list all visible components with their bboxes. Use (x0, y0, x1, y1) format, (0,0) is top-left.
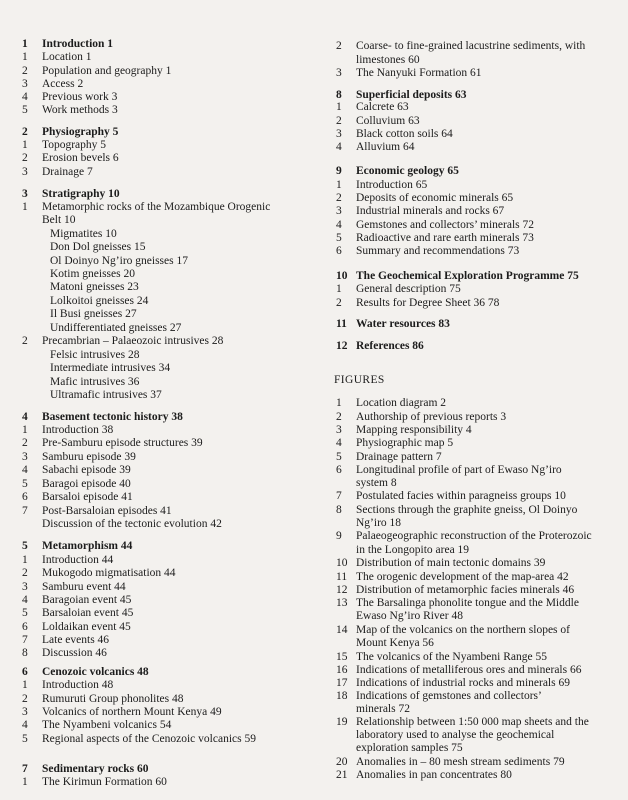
toc-entry-number: 21 (336, 769, 348, 781)
toc-entry-text: Discussion 46 (42, 647, 107, 659)
toc-entry-number: 6 (336, 464, 342, 476)
toc-entry-text: Il Busi gneisses 27 (50, 308, 137, 320)
toc-entry-number: 2 (336, 115, 342, 127)
toc-entry-number: 1 (336, 283, 342, 295)
toc-entry-text: Pre-Samburu episode structures 39 (42, 437, 203, 449)
toc-entry-text: Volcanics of northern Mount Kenya 49 (42, 706, 222, 718)
toc-entry-text: Coarse- to fine-grained lacustrine sediments, with (356, 40, 586, 52)
toc-entry-number: 1 (336, 397, 342, 409)
toc-entry-number: 1 (22, 554, 28, 566)
toc-entry-number: 3 (22, 451, 28, 463)
toc-entry-number: 4 (22, 719, 28, 731)
toc-entry-text: The Nanyuki Formation 61 (356, 67, 482, 79)
toc-entry-number: 13 (336, 597, 348, 609)
toc-entry-number: 6 (22, 621, 28, 633)
toc-entry-number: 10 (336, 270, 348, 282)
toc-entry-number: 5 (336, 451, 342, 463)
toc-entry-text: Calcrete 63 (356, 101, 409, 113)
toc-entry-number: 4 (22, 91, 28, 103)
toc-entry-text: system 8 (356, 477, 397, 489)
toc-entry-number: 3 (22, 188, 28, 200)
toc-entry-text: Ng’iro 18 (356, 517, 402, 529)
toc-entry-text: General description 75 (356, 283, 461, 295)
toc-entry-text: The Nyambeni volcanics 54 (42, 719, 172, 731)
toc-entry-number: 2 (22, 693, 28, 705)
toc-entry-number: 2 (22, 152, 28, 164)
toc-entry-text: Indications of metalliferous ores and minerals 66 (356, 664, 582, 676)
toc-entry-text: Precambrian – Palaeozoic intrusives 28 (42, 335, 224, 347)
toc-entry-number: 18 (336, 690, 348, 702)
toc-entry-text: Sedimentary rocks 60 (42, 763, 149, 775)
toc-entry-text: in the Longopito area 19 (356, 544, 470, 556)
toc-entry-text: Longitudinal profile of part of Ewaso Ng’iro (356, 464, 562, 476)
toc-entry-number: 5 (336, 232, 342, 244)
toc-entry-text: Introduction 44 (42, 554, 114, 566)
toc-entry-text: Anomalies in pan concentrates 80 (356, 769, 512, 781)
toc-entry-text: Matoni gneisses 23 (50, 281, 139, 293)
toc-entry-number: 14 (336, 624, 348, 636)
toc-entry-text: Felsic intrusives 28 (50, 349, 140, 361)
toc-entry-text: Mafic intrusives 36 (50, 376, 140, 388)
toc-entry-text: Post-Barsaloian episodes 41 (42, 505, 172, 517)
toc-entry-text: Metamorphic rocks of the Mozambique Orogenic (42, 201, 271, 213)
toc-entry-number: 1 (22, 38, 28, 50)
toc-entry-number: 5 (22, 540, 28, 552)
toc-entry-text: Don Dol gneisses 15 (50, 241, 146, 253)
toc-entry-number: 1 (22, 776, 28, 788)
toc-entry-text: Mukogodo migmatisation 44 (42, 567, 176, 579)
toc-entry-number: 1 (22, 201, 28, 213)
toc-entry-text: Summary and recommendations 73 (356, 245, 520, 257)
toc-entry-text: laboratory used to analyse the geochemical (356, 729, 555, 741)
toc-entry-text: Topography 5 (42, 139, 107, 151)
toc-entry-text: The Barsalinga phonolite tongue and the Middle (356, 597, 579, 609)
toc-entry-text: The volcanics of the Nyambeni Range 55 (356, 651, 547, 663)
toc-entry-number: 20 (336, 756, 348, 768)
toc-entry-text: Samburu episode 39 (42, 451, 136, 463)
toc-entry-text: Black cotton soils 64 (356, 128, 453, 140)
toc-entry-number: 4 (22, 594, 28, 606)
toc-entry-text: Lolkoitoi gneisses 24 (50, 295, 149, 307)
toc-entry-text: Work methods 3 (42, 104, 118, 116)
toc-entry-text: Postulated facies within paragneiss groups 10 (356, 490, 566, 502)
toc-entry-text: The Geochemical Exploration Programme 75 (356, 270, 579, 282)
toc-entry-number: 3 (22, 581, 28, 593)
toc-entry-text: Drainage pattern 7 (356, 451, 442, 463)
toc-entry-number: 5 (22, 478, 28, 490)
toc-entry-number: 4 (336, 437, 342, 449)
toc-entry-number: 1 (22, 424, 28, 436)
toc-entry-text: Sections through the graphite gneiss, Ol Doinyo (356, 504, 578, 516)
toc-entry-text: Water resources 83 (356, 318, 450, 330)
toc-entry-number: 19 (336, 716, 348, 728)
toc-entry-number: 5 (22, 104, 28, 116)
toc-entry-text: References 86 (356, 340, 424, 352)
toc-entry-text: Erosion bevels 6 (42, 152, 119, 164)
toc-entry-text: Stratigraphy 10 (42, 188, 120, 200)
toc-entry-text: Gemstones and collectors’ minerals 72 (356, 219, 534, 231)
toc-entry-text: Indications of industrial rocks and minerals 69 (356, 677, 570, 689)
toc-entry-text: Ultramafic intrusives 37 (50, 389, 162, 401)
toc-entry-number: 2 (22, 567, 28, 579)
toc-entry-text: Anomalies in – 80 mesh stream sediments 79 (356, 756, 565, 768)
toc-entry-text: exploration samples 75 (356, 742, 463, 754)
toc-entry-text: Introduction 48 (42, 679, 114, 691)
toc-entry-text: Deposits of economic minerals 65 (356, 192, 514, 204)
toc-entry-number: 10 (336, 557, 348, 569)
toc-entry-text: The Kirimun Formation 60 (42, 776, 167, 788)
toc-entry-number: 8 (22, 647, 28, 659)
toc-entry-text: Location diagram 2 (356, 397, 447, 409)
toc-entry-number: 7 (22, 505, 28, 517)
toc-entry-text: Industrial minerals and rocks 67 (356, 205, 505, 217)
toc-entry-number: 7 (22, 763, 28, 775)
toc-entry-text: Introduction 1 (42, 38, 114, 50)
toc-entry-text: Loldaikan event 45 (42, 621, 131, 633)
toc-entry-number: 16 (336, 664, 348, 676)
toc-entry-text: Metamorphism 44 (42, 540, 133, 552)
toc-entry-text: Radioactive and rare earth minerals 73 (356, 232, 534, 244)
toc-entry-number: 2 (22, 335, 28, 347)
toc-entry-number: 3 (336, 128, 342, 140)
toc-entry-text: Samburu event 44 (42, 581, 126, 593)
toc-entry-text: Intermediate intrusives 34 (50, 362, 171, 374)
toc-entry-text: Barsaloi episode 41 (42, 491, 133, 503)
toc-entry-text: Distribution of metamorphic facies minerals 46 (356, 584, 575, 596)
toc-entry-number: 7 (22, 634, 28, 646)
toc-entry-number: 11 (336, 571, 348, 583)
toc-entry-text: Physiographic map 5 (356, 437, 454, 449)
toc-entry-number: 1 (336, 101, 342, 113)
toc-entry-text: limestones 60 (356, 54, 420, 66)
toc-entry-text: Results for Degree Sheet 36 78 (356, 297, 500, 309)
toc-entry-text: Baragoian event 45 (42, 594, 132, 606)
toc-entry-number: 2 (336, 192, 342, 204)
toc-entry-number: 1 (336, 179, 342, 191)
toc-entry-text: Map of the volcanics on the northern slopes of (356, 624, 570, 636)
toc-entry-number: 11 (336, 318, 347, 330)
toc-entry-text: Palaeogeographic reconstruction of the Proterozoic (356, 530, 592, 542)
toc-entry-number: 2 (22, 437, 28, 449)
toc-entry-text: Authorship of previous reports 3 (356, 411, 507, 423)
toc-entry-number: 3 (22, 706, 28, 718)
toc-entry-number: 4 (336, 219, 342, 231)
toc-entry-number: 17 (336, 677, 348, 689)
toc-entry-number: 4 (22, 411, 28, 423)
toc-entry-text: Undifferentiated gneisses 27 (50, 322, 182, 334)
toc-entry-number: 7 (336, 490, 342, 502)
toc-entry-number: 9 (336, 165, 342, 177)
toc-entry-text: Indications of gemstones and collectors’ (356, 690, 542, 702)
toc-entry-number: 5 (22, 733, 28, 745)
toc-entry-text: Colluvium 63 (356, 115, 420, 127)
toc-entry-text: Ol Doinyo Ng’iro gneisses 17 (50, 255, 188, 267)
toc-entry-text: Ewaso Ng’iro River 48 (356, 610, 463, 622)
toc-entry-text: Basement tectonic history 38 (42, 411, 183, 423)
toc-entry-text: Belt 10 (42, 214, 76, 226)
toc-entry-number: 2 (336, 40, 342, 52)
toc-entry-text: Mount Kenya 56 (356, 637, 434, 649)
toc-entry-number: 2 (336, 297, 342, 309)
toc-entry-number: 4 (336, 141, 342, 153)
toc-entry-number: 6 (336, 245, 342, 257)
toc-entry-number: 6 (22, 491, 28, 503)
toc-entry-number: 1 (22, 139, 28, 151)
toc-entry-number: 5 (22, 607, 28, 619)
toc-entry-text: Physiography 5 (42, 126, 119, 138)
toc-entry-number: 9 (336, 530, 342, 542)
toc-entry-number: 3 (336, 67, 342, 79)
toc-entry-text: Introduction 65 (356, 179, 428, 191)
toc-entry-text: Relationship between 1:50 000 map sheets and the (356, 716, 589, 728)
toc-entry-text: Barsaloian event 45 (42, 607, 134, 619)
toc-entry-text: minerals 72 (356, 703, 410, 715)
toc-entry-number: 15 (336, 651, 348, 663)
toc-entry-text: Cenozoic volcanics 48 (42, 666, 149, 678)
toc-entry-text: Location 1 (42, 51, 92, 63)
toc-entry-number: 1 (22, 679, 28, 691)
toc-entry-text: Discussion of the tectonic evolution 42 (42, 518, 222, 530)
toc-entry-number: 1 (22, 51, 28, 63)
toc-entry-number: 4 (22, 464, 28, 476)
toc-entry-text: Economic geology 65 (356, 165, 459, 177)
toc-entry-text: Distribution of main tectonic domains 39 (356, 557, 546, 569)
toc-entry-text: Access 2 (42, 78, 84, 90)
toc-entry-number: 12 (336, 340, 348, 352)
toc-entry-number: 12 (336, 584, 348, 596)
toc-entry-text: Migmatites 10 (50, 228, 117, 240)
toc-entry-number: 3 (22, 78, 28, 90)
toc-entry-text: Mapping responsibility 4 (356, 424, 472, 436)
toc-entry-number: 2 (22, 126, 28, 138)
toc-entry-number: 3 (336, 424, 342, 436)
figures-heading: FIGURES (334, 374, 385, 386)
toc-entry-number: 8 (336, 504, 342, 516)
toc-entry-text: Baragoi episode 40 (42, 478, 131, 490)
toc-entry-text: Introduction 38 (42, 424, 114, 436)
toc-entry-text: The orogenic development of the map-area 42 (356, 571, 569, 583)
toc-entry-text: Population and geography 1 (42, 65, 172, 77)
toc-entry-text: Kotim gneisses 20 (50, 268, 135, 280)
toc-entry-text: Sabachi episode 39 (42, 464, 131, 476)
toc-entry-text: Late events 46 (42, 634, 110, 646)
toc-entry-number: 8 (336, 89, 342, 101)
toc-entry-text: Previous work 3 (42, 91, 118, 103)
toc-entry-text: Regional aspects of the Cenozoic volcanics 59 (42, 733, 256, 745)
toc-entry-number: 6 (22, 666, 28, 678)
toc-entry-number: 2 (336, 411, 342, 423)
toc-entry-text: Superficial deposits 63 (356, 89, 467, 101)
toc-entry-text: Rumuruti Group phonolites 48 (42, 693, 184, 705)
toc-entry-text: Drainage 7 (42, 166, 93, 178)
toc-entry-number: 3 (336, 205, 342, 217)
toc-entry-text: Alluvium 64 (356, 141, 415, 153)
toc-entry-number: 2 (22, 65, 28, 77)
toc-entry-number: 3 (22, 166, 28, 178)
